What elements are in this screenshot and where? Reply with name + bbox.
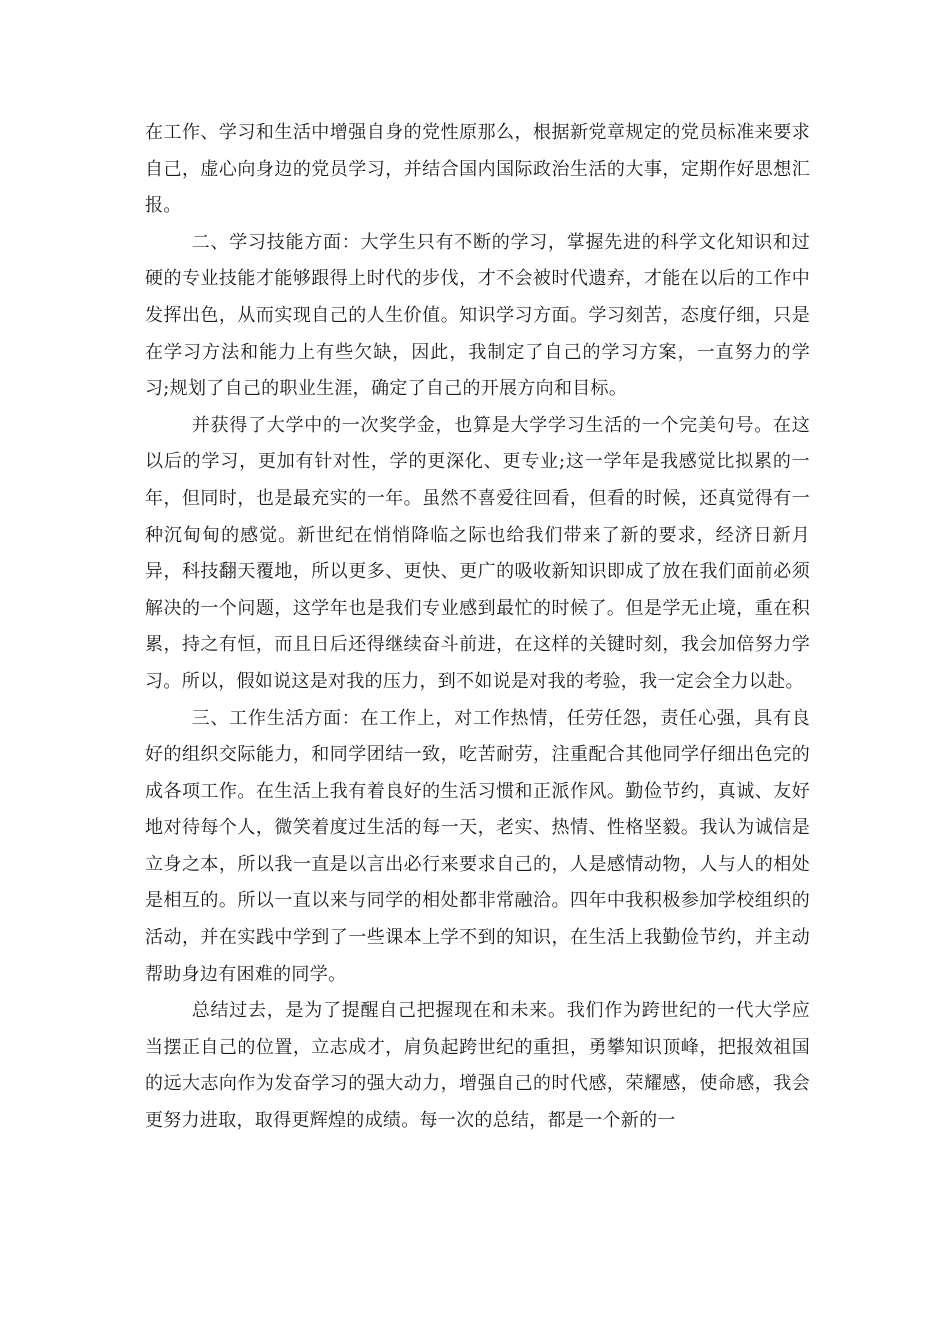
paragraph-study-skills: 二、学习技能方面：大学生只有不断的学习，掌握先进的科学文化知识和过硬的专业技能才能够跟得上时代的步伐，才不会被时代遗弃，才能在以后的工作中发挥出色，从而实现自己的人生价值。知识学习方面。学习刻苦，态度仔细，只是在学习方法和能力上有些欠缺，因此，我制定了自己的学习方案，一直努力的学习;规划了自己的职业生涯，确定了自己的开展方向和目标。	[145, 231, 810, 400]
paragraph-summary: 总结过去，是为了提醒自己把握现在和未来。我们作为跨世纪的一代大学应当摆正自己的位置，立志成才，肩负起跨世纪的重担，勇攀知识顶峰，把报效祖国的远大志向作为发奋学习的强大动力，增强自己的时代感，荣耀感，使命感，我会更努力进取，取得更辉煌的成绩。每一次的总结，都是一个新的一	[145, 1000, 810, 1132]
document-body	[145, 115, 810, 1140]
paragraph-work-life: 三、工作生活方面：在工作上，对工作热情，任劳任怨，责任心强，具有良好的组织交际能力，和同学团结一致，吃苦耐劳，注重配合其他同学仔细出色完的成各项工作。在生活上我有着良好的生活习惯和正派作风。勤俭节约，真诚、友好地对待每个人，微笑着度过生活的每一天，老实、热情、性格坚毅。我认为诚信是立身之本，所以我一直是以言出必行来要求自己的，人是感情动物，人与人的相处是相互的。所以一直以来与同学的相处都非常融洽。四年中我积极参加学校组织的活动，并在实践中学到了一些课本上学不到的知识，在生活上我勤俭节约，并主动帮助身边有困难的同学。	[145, 707, 810, 985]
paragraph-continuation: 在工作、学习和生活中增强自身的党性原那么，根据新党章规定的党员标准来要求自己，虚心向身边的党员学习，并结合国内国际政治生活的大事，定期作好思想汇报。	[145, 122, 810, 217]
paragraph-scholarship: 并获得了大学中的一次奖学金，也算是大学学习生活的一个完美句号。在这以后的学习，更加有针对性，学的更深化、更专业;这一学年是我感觉比拟累的一年，但同时，也是最充实的一年。虽然不喜爱往回看，但看的时候，还真觉得有一种沉甸甸的感觉。新世纪在悄悄降临之际也给我们带来了新的要求，经济日新月异，科技翻天覆地，所以更多、更快、更广的吸收新知识即成了放在我们面前必须解决的一个问题，这学年也是我们专业感到最忙的时候了。但是学无止境，重在积累，持之有恒，而且日后还得继续奋斗前进，在这样的关键时刻，我会加倍努力学习。所以，假如说这是对我的压力，到不如说是对我的考验，我一定会全力以赴。	[145, 414, 810, 692]
